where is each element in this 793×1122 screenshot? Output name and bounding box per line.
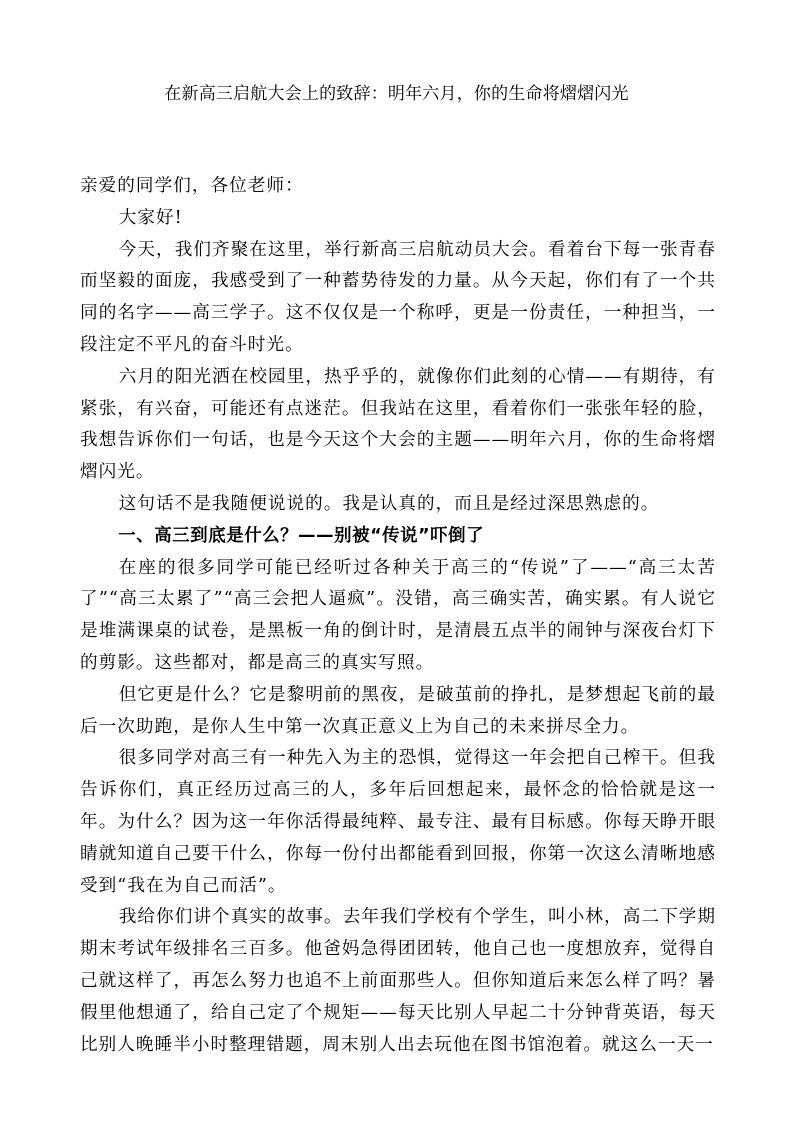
document-body (80, 171, 716, 1061)
paragraph: 但它更是什么？它是黎明前的黑夜，是破茧前的挣扎，是梦想起飞前的最后一次助跑，是你人生中第一次真正意义上为自己的未来拼尽全力。 (80, 684, 716, 737)
paragraph: 六月的阳光洒在校园里，热乎乎的，就像你们此刻的心情——有期待，有紧张，有兴奋，可能还有点迷茫。但我站在这里，看着你们一张张年轻的脸，我想告诉你们一句话，也是今天这个大会的主题——明年六月，你的生命将熠熠闪光。 (80, 366, 716, 483)
paragraph: 很多同学对高三有一种先入为主的恐惧，觉得这一年会把自己榨干。但我告诉你们，真正经历过高三的人，多年后回想起来，最怀念的恰恰就是这一年。为什么？因为这一年你活得最纯粹、最专注、最有目标感。你每天睁开眼睛就知道自己要干什么，你每一份付出都能看到回报，你第一次这么清晰地感受到“我在为自己而活”。 (80, 748, 716, 896)
greeting: 大家好! (118, 207, 183, 228)
salutation: 亲爱的同学们，各位老师： (80, 176, 304, 196)
document-title: 在新高三启航大会上的致辞：明年六月，你的生命将熠熠闪光 (164, 84, 629, 104)
paragraph: 今天，我们齐聚在这里，举行新高三启航动员大会。看着台下每一张青春而坚毅的面庞，我感受到了一种蓄势待发的力量。从今天起，你们有了一个共同的名字——高三学子。这不仅仅是一个称呼，更是一份责任，一种担当，一段注定不平凡的奋斗时光。 (80, 239, 716, 355)
paragraph: 这句话不是我随便说说的。我是认真的，而且是经过深思熟虑的。 (118, 493, 660, 514)
paragraph: 在座的很多同学可能已经听过各种关于高三的“传说”了——“高三太苦了”“高三太累了”“高三会把人逼疯”。没错，高三确实苦，确实累。有人说它是堆满课桌的试卷，是黑板一角的倒计时，是清晨五点半的闹钟与深夜台灯下的剪影。这些都对，都是高三的真实写照。 (80, 557, 716, 673)
section-heading: 一、高三到底是什么？——别被“传说”吓倒了 (118, 525, 485, 546)
paragraph: 我给你们讲个真实的故事。去年我们学校有个学生，叫小林，高二下学期期末考试年级排名三百多。他爸妈急得团团转，他自己也一度想放弃，觉得自己就这样了，再怎么努力也追不上前面那些人。但你知道后来怎么样了吗？暑假里他想通了，给自己定了个规矩——每天比别人早起二十分钟背英语，每天比别人晚睡半小时整理错题，周末别人出去玩他在图书馆泡着。就这么一天一 (80, 907, 716, 1055)
